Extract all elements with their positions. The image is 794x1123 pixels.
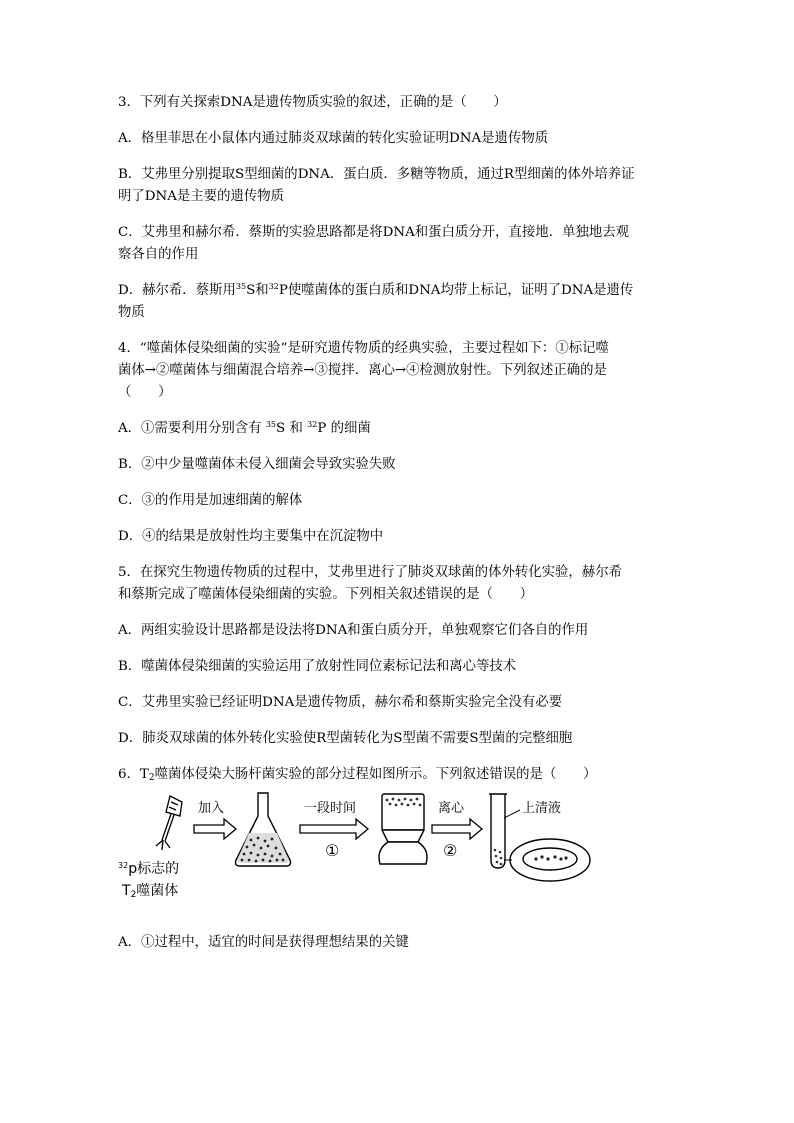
worksheet-page (118, 92, 678, 968)
arrow-time-icon (300, 819, 368, 839)
question-5-option-b: B．噬菌体侵染细菌的实验运用了放射性同位素标记法和离心等技术 (118, 659, 517, 674)
question-6-option-a: A．①过程中，适宜的时间是获得理想结果的关键 (118, 935, 409, 950)
question-5-option-d: D．肺炎双球菌的体外转化实验使R型菌转化为S型菌不需要S型菌的完整细胞 (118, 731, 573, 746)
question-4 (118, 338, 678, 548)
label-step-2: ② (443, 841, 458, 860)
arrow-centrifuge-icon (432, 819, 482, 839)
label-time: 一段时间 (304, 801, 357, 816)
petri-dish-icon (510, 839, 590, 881)
question-3-option-d: D．赫尔希．蔡斯用$^{35}$S和$^{32}$P使噬菌体的蛋白质和DNA均带上标记，证明了DNA是遗传 物质 (118, 282, 634, 320)
question-3 (118, 92, 678, 324)
question-3-option-c: C．艾弗里和赫尔希．蔡斯的实验思路都是将DNA和蛋白质分开，直接地．单独地去观 察各自的作用 (118, 225, 630, 262)
question-6 (118, 764, 678, 954)
experiment-figure (118, 788, 678, 918)
question-5-option-c: C．艾弗里实验已经证明DNA是遗传物质，赫尔希和蔡斯实验完全没有必要 (118, 695, 563, 710)
question-3-stem: 3．下列有关探索DNA是遗传物质实验的叙述，正确的是（ ） (118, 95, 507, 110)
label-supernatant: 上清液 (522, 801, 562, 816)
question-5-stem: 5．在探究生物遗传物质的过程中，艾弗里进行了肺炎双球菌的体外转化实验，赫尔希 和蔡斯完成了噬菌体侵染细菌的实验。下列相关叙述错误的是（ ） (118, 565, 622, 602)
supernatant-pointer (504, 810, 520, 818)
label-phage-line-2: $T_2$噬菌体 (122, 883, 179, 900)
question-4-stem: 4．“噬菌体侵染细菌的实验”是研究遗传物质的经典实验，主要过程如下：①标记噬 菌体→②噬菌体与细菌混合培养→③搅拌．离心→④检测放射性。下列叙述正确的是 （ ） (118, 341, 609, 400)
label-step-1: ① (325, 841, 340, 860)
question-4-option-d: D．④的结果是放射性均主要集中在沉淀物中 (118, 529, 384, 544)
question-5-option-a: A．两组实验设计思路都是设法将DNA和蛋白质分开，单独观察它们各自的作用 (118, 623, 589, 638)
label-add: 加入 (198, 801, 225, 816)
arrow-add-icon (194, 819, 236, 839)
phage-icon (156, 796, 182, 850)
question-4-option-a: A．①需要利用分别含有 $^{35}$S 和 $^{32}$P 的细菌 (118, 420, 371, 436)
question-4-option-b: B．②中少量噬菌体未侵入细菌会导致实验失败 (118, 457, 396, 472)
test-tube-icon (489, 794, 507, 868)
label-phage-line-1: $^{32}$p标志的 (118, 861, 180, 877)
question-4-option-c: C．③的作用是加速细菌的解体 (118, 493, 303, 508)
question-3-option-a: A．格里菲思在小鼠体内通过肺炎双球菌的转化实验证明DNA是遗传物质 (118, 131, 549, 146)
question-5 (118, 562, 678, 750)
question-3-option-b: B．艾弗里分别提取S型细菌的DNA．蛋白质．多糖等物质，通过R型细菌的体外培养证 明了DNA是主要的遗传物质 (118, 167, 635, 204)
question-6-stem: 6．$T_2$噬菌体侵染大肠杆菌实验的部分过程如图所示。下列叙述错误的是（ ） (118, 767, 597, 783)
label-centrifuge: 离心 (438, 801, 465, 816)
